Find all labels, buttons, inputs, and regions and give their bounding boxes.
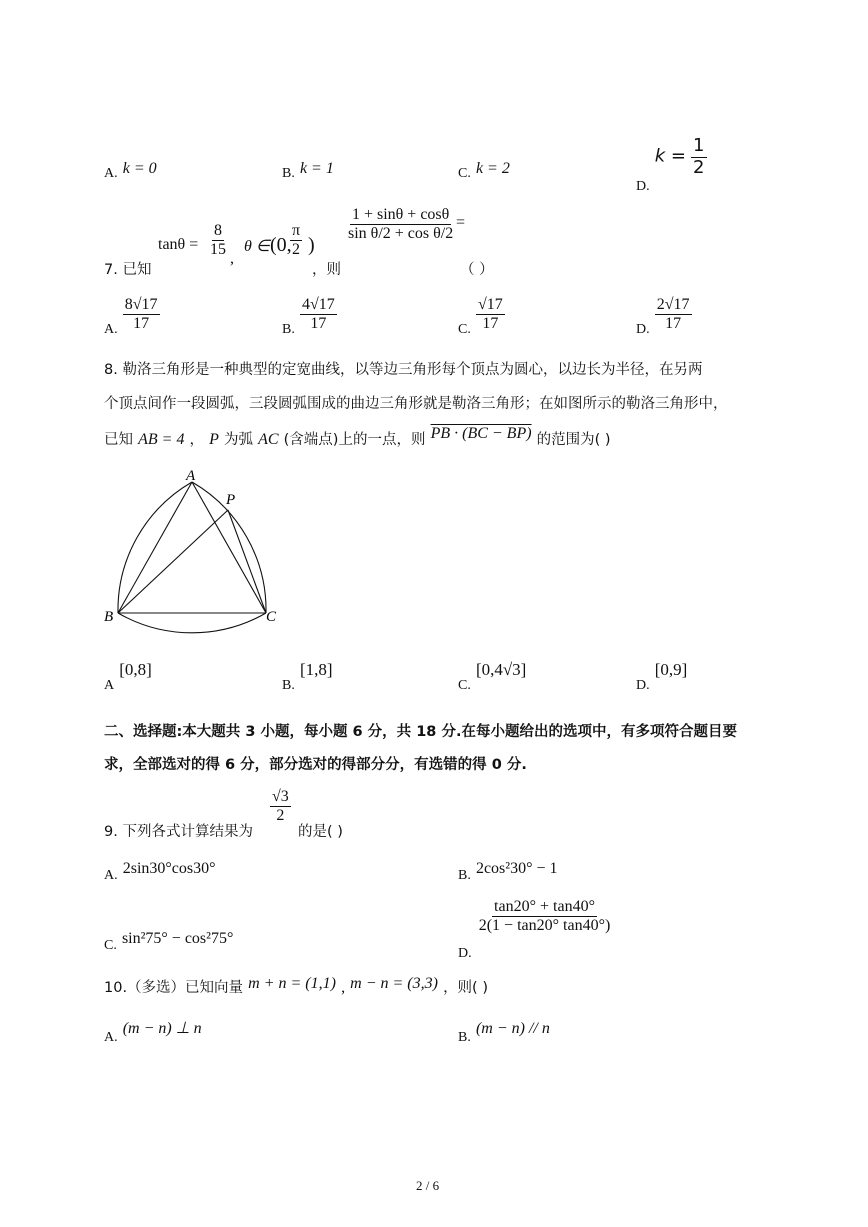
numerator: √17	[476, 296, 505, 315]
q7-option-a	[104, 296, 160, 338]
option-label: B.	[282, 678, 295, 693]
denominator: 15	[210, 241, 226, 259]
equation-1: m + n = (1,1)	[248, 975, 336, 992]
q8-option-c	[458, 660, 527, 693]
q8-line-3	[104, 425, 611, 449]
q7-option-d	[636, 296, 692, 338]
option-label: D.	[636, 322, 650, 338]
option-label: D.	[636, 678, 650, 693]
numerator: 2√17	[655, 296, 692, 315]
text: ，则( )	[443, 980, 488, 996]
text: ，	[189, 432, 205, 448]
denominator: 2	[693, 156, 705, 178]
q10-option-a	[104, 1018, 202, 1045]
denominator: 2	[292, 241, 301, 259]
option-expr: [0,9]	[654, 660, 688, 679]
label-a: A	[186, 468, 196, 484]
text: 的是( )	[298, 824, 343, 840]
numerator: π	[290, 222, 302, 241]
tan-lhs: tanθ =	[158, 236, 199, 253]
text: 10.（多选）已知向量	[104, 980, 244, 996]
segment-pc	[228, 510, 266, 613]
answer-paren: （ ）	[460, 262, 494, 278]
numerator: 8	[212, 222, 224, 241]
option-expr: k = 0	[122, 160, 157, 177]
option-expr: [1,8]	[299, 660, 333, 679]
denominator: 17	[133, 315, 150, 333]
q8-option-d	[636, 660, 688, 693]
option-expr: (m − n) ⊥ n	[122, 1020, 202, 1037]
option-expr: (m − n) // n	[475, 1020, 550, 1037]
main-fraction	[346, 206, 455, 244]
option-label: A.	[104, 1030, 118, 1045]
option-label: D.	[636, 178, 650, 194]
denominator: 17	[310, 315, 327, 333]
text: 9. 下列各式计算结果为	[104, 824, 253, 840]
option-expr: 2sin30°cos30°	[122, 860, 216, 877]
option-fraction	[477, 898, 613, 936]
section-2-line-1: 二、选择题:本大题共 3 小题，每小题 6 分，共 18 分.在每小题给出的选项中，有多项符合题目要	[104, 724, 737, 740]
q9-option-c	[104, 928, 234, 953]
reuleaux-triangle-figure	[100, 466, 300, 646]
option-label: A.	[104, 166, 118, 181]
label-c: C	[266, 609, 277, 625]
separator: ,	[341, 979, 346, 996]
option-label: D.	[458, 946, 472, 962]
q8-line-2: 个顶点间作一段圆弧，三段圆弧围成的曲边三角形就是勒洛三角形；在如图所示的勒洛三角形中，	[104, 396, 728, 412]
arc-ac: AC	[258, 431, 279, 448]
option-label: B.	[458, 1030, 471, 1045]
q8-option-a	[104, 660, 152, 693]
segment-ab	[118, 482, 192, 613]
option-expr: k = 1	[299, 160, 334, 177]
numerator: √3	[270, 788, 291, 807]
interval-open: (0,	[270, 234, 292, 256]
theta-in: θ ∈	[244, 238, 270, 255]
tan-fraction	[208, 222, 228, 260]
denominator: 17	[482, 315, 499, 333]
q6-option-a	[104, 162, 157, 182]
numerator: 1 + sinθ + cosθ	[350, 206, 451, 225]
q7-option-c	[458, 296, 505, 338]
segment-pb	[118, 510, 228, 613]
option-label: B.	[458, 868, 471, 883]
pi-fraction	[290, 222, 302, 260]
denominator: 2(1 − tan20° tan40°)	[478, 917, 611, 935]
q6-option-c	[458, 162, 510, 182]
q8-line-1: 8. 勒洛三角形是一种典型的定宽曲线，以等边三角形每个顶点为圆心，以边长为半径，在另两	[104, 362, 703, 378]
text: 为弧	[224, 432, 253, 448]
option-label: C.	[104, 938, 117, 953]
option-label: B.	[282, 166, 295, 181]
numerator: 1	[693, 135, 705, 156]
text: 的范围为( )	[536, 432, 611, 448]
option-label: A	[104, 678, 115, 693]
option-expr: k =	[654, 145, 686, 167]
equals: =	[456, 214, 466, 231]
option-expr: [0,8]	[119, 660, 152, 679]
option-fraction	[300, 296, 337, 334]
fraction	[691, 136, 706, 178]
option-expr: k = 2	[475, 160, 510, 177]
option-label: B.	[282, 322, 295, 338]
page-number: 2 / 6	[416, 1178, 440, 1193]
option-expr: sin²75° − cos²75°	[121, 930, 234, 947]
q10-option-b	[458, 1018, 550, 1045]
comma: ,	[230, 250, 234, 267]
option-label: C.	[458, 166, 471, 181]
q9-option-d	[458, 898, 612, 962]
section-2-line-2: 求，全部选对的得 6 分，部分选对的得部分分，有选错的得 0 分.	[104, 757, 527, 773]
label-p: P	[226, 492, 236, 508]
option-label: A.	[104, 868, 118, 883]
option-label: C.	[458, 322, 471, 338]
label-b: B	[104, 609, 114, 625]
option-fraction	[476, 296, 505, 334]
option-expr: [0,4√3]	[475, 660, 527, 679]
text: (含端点)上的一点，则	[283, 432, 426, 448]
option-expr: 2cos²30° − 1	[475, 860, 558, 877]
option-label: C.	[458, 678, 471, 693]
then-text: ，则	[312, 262, 341, 278]
option-label: A.	[104, 322, 118, 338]
point-p: P	[209, 431, 219, 448]
q6-option-b	[282, 162, 334, 182]
option-fraction	[123, 296, 160, 334]
denominator: sin θ/2 + cos θ/2	[348, 225, 454, 243]
q6-option-d	[636, 135, 707, 194]
q8-option-b	[282, 660, 333, 693]
q9-option-b	[458, 858, 558, 883]
numerator: 8√17	[123, 296, 160, 315]
ab-equation: AB = 4	[138, 431, 185, 448]
denominator: 17	[665, 315, 682, 333]
q7-number: 7. 已知	[104, 262, 152, 278]
sqrt3-over-2-fraction	[270, 788, 291, 826]
arc-bc	[118, 613, 266, 633]
q10-stem	[104, 976, 488, 997]
denominator: 2	[276, 807, 285, 825]
interval-close: )	[308, 234, 315, 256]
text: 已知	[104, 432, 133, 448]
numerator: 4√17	[300, 296, 337, 315]
numerator: tan20° + tan40°	[492, 898, 597, 917]
q7-option-b	[282, 296, 337, 338]
vector-expression: PB · (BC − BP)	[430, 425, 532, 442]
option-fraction	[655, 296, 692, 334]
q9-option-a	[104, 858, 216, 883]
equation-2: m − n = (3,3)	[350, 975, 438, 992]
